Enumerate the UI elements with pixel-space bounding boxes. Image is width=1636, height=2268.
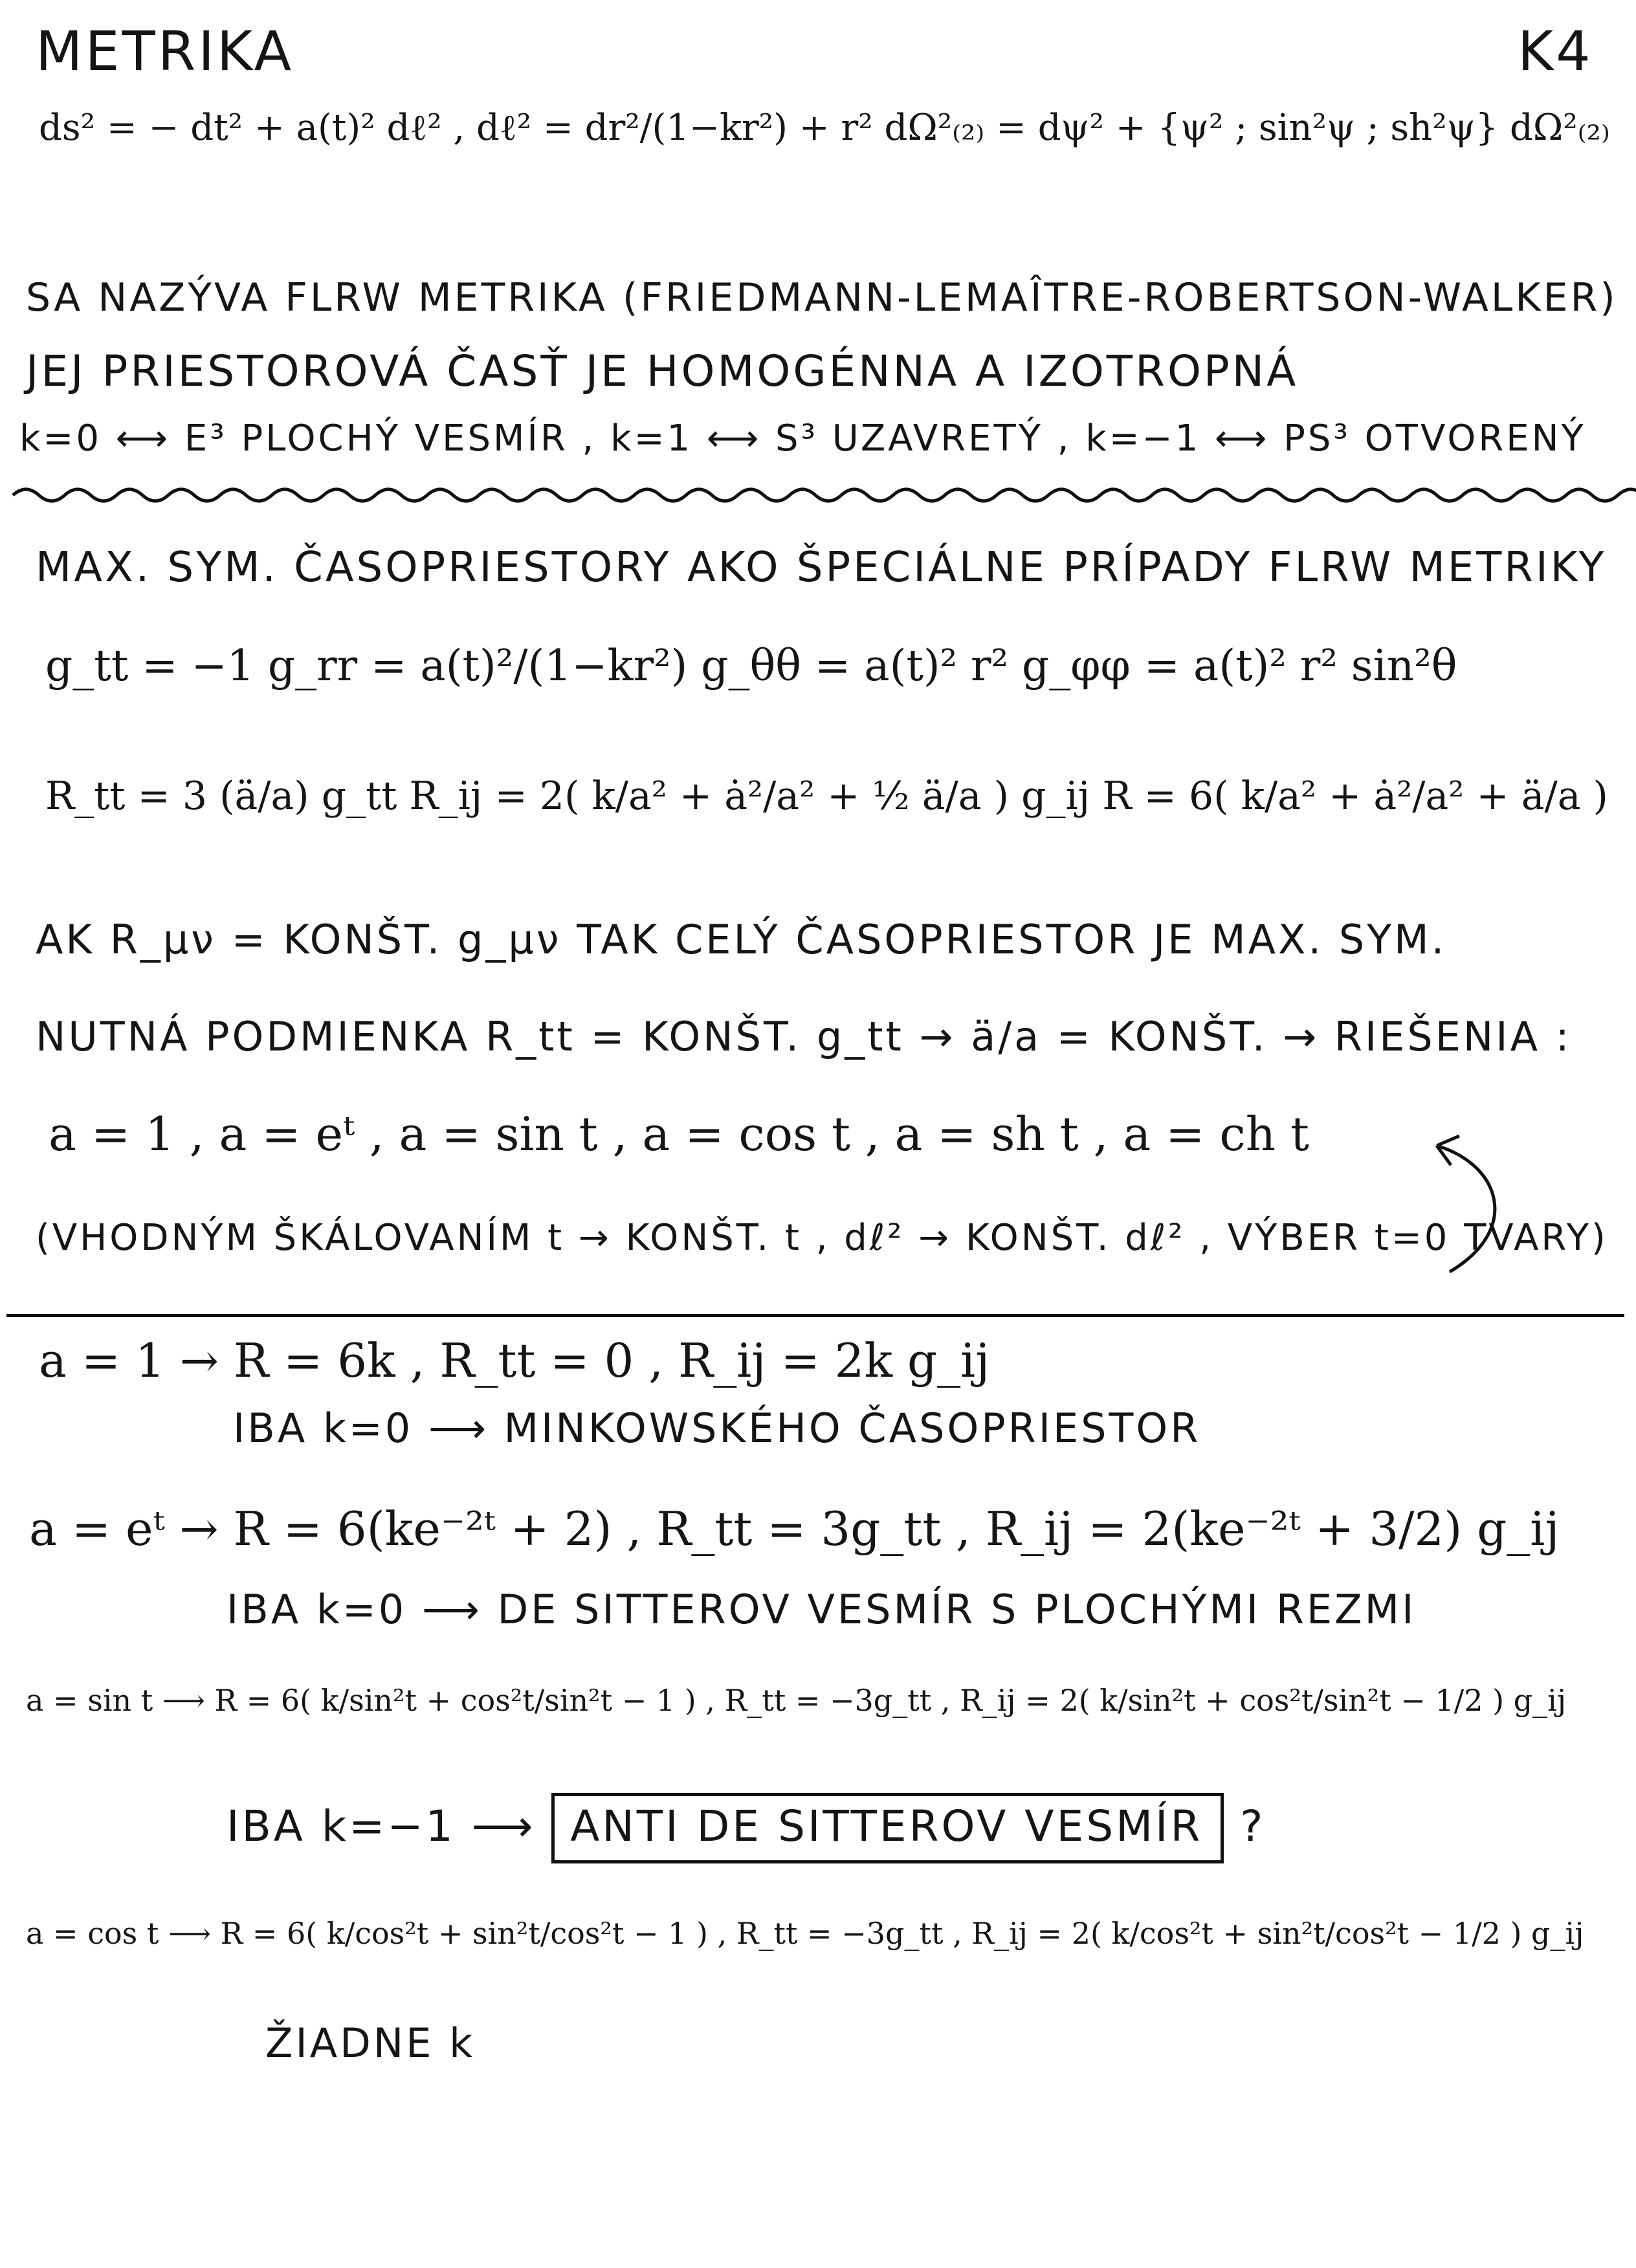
section-divider [6, 1314, 1624, 1317]
maxsym-heading: MAX. SYM. ČASOPRIESTORY AKO ŠPECIÁLNE PRÍPADY FLRW METRIKY [36, 544, 1607, 592]
metric-components: g_tt = −1 g_rr = a(t)²/(1−kr²) g_θθ = a(t)² r² g_φφ = a(t)² r² sin²θ [45, 641, 1457, 691]
page-id: K4 [1518, 19, 1593, 83]
ricci-tensor-formulas: R_tt = 3 (ä/a) g_tt R_ij = 2( k/a² + ȧ²/a² + ½ ä/a ) g_ij R = 6( k/a² + ȧ²/a² + ä/a ) [45, 773, 1608, 819]
flrw-definition: SA NAZÝVA FLRW METRIKA (FRIEDMANN-LEMAÎTRE-ROBERTSON-WALKER) [26, 275, 1618, 320]
anti-de-sitter-box: ANTI DE SITTEROV VESMÍR [551, 1793, 1224, 1863]
max-sym-condition: AK R_μν = KONŠT. g_μν TAK CELÝ ČASOPRIESTOR JE MAX. SYM. [36, 916, 1447, 963]
case-cos-result: ŽIADNE k [265, 2019, 476, 2067]
case-cos-formula: a = cos t ⟶ R = 6( k/cos²t + sin²t/cos²t − 1 ) , R_tt = −3g_tt , R_ij = 2( k/cos²t + sin²t/cos²t − 1/2 ) g_ij [26, 1916, 1584, 1951]
case-a1-result: IBA k=0 ⟶ MINKOWSKÉHO ČASOPRIESTOR [233, 1405, 1201, 1452]
case-sin-formula: a = sin t ⟶ R = 6( k/sin²t + cos²t/sin²t − 1 ) , R_tt = −3g_tt , R_ij = 2( k/sin²t + cos²t/sin²t − 1/2 ) g_ij [26, 1683, 1567, 1718]
case-a1-formula: a = 1 → R = 6k , R_tt = 0 , R_ij = 2k g_ij [39, 1333, 990, 1388]
scaling-note: (VHODNÝM ŠKÁLOVANÍM t → KONŠT. t , dℓ² → KONŠT. dℓ² , VÝBER t=0 TVARY) [36, 1217, 1608, 1259]
solutions-list: a = 1 , a = eᵗ , a = sin t , a = cos t , a = sh t , a = ch t [49, 1107, 1309, 1161]
curved-arrow-icon [1411, 1120, 1527, 1288]
case-sin-result [227, 1793, 1265, 1863]
page-title: METRIKA [36, 19, 294, 83]
curvature-cases: k=0 ⟷ E³ PLOCHÝ VESMÍR , k=1 ⟷ S³ UZAVRETÝ , k=−1 ⟷ PS³ OTVORENÝ [19, 417, 1586, 460]
wavy-divider [0, 482, 1636, 508]
case-sin-result-prefix: IBA k=−1 ⟶ [227, 1801, 536, 1851]
spatial-part-statement: JEJ PRIESTOROVÁ ČASŤ JE HOMOGÉNNA A IZOTROPNÁ [26, 346, 1299, 396]
necessary-condition: NUTNÁ PODMIENKA R_tt = KONŠT. g_tt → ä/a = KONŠT. → RIEŠENIA : [36, 1013, 1572, 1060]
case-exp-formula: a = eᵗ → R = 6(ke⁻²ᵗ + 2) , R_tt = 3g_tt , R_ij = 2(ke⁻²ᵗ + 3/2) g_ij [29, 1502, 1560, 1556]
flrw-metric-formula: ds² = − dt² + a(t)² dℓ² , dℓ² = dr²/(1−kr²) + r² dΩ²₍₂₎ = dψ² + {ψ² ; sin²ψ ; sh²ψ} dΩ²₍₂₎ [39, 107, 1610, 149]
question-mark: ? [1240, 1801, 1266, 1851]
case-exp-result: IBA k=0 ⟶ DE SITTEROV VESMÍR S PLOCHÝMI REZMI [227, 1586, 1417, 1633]
